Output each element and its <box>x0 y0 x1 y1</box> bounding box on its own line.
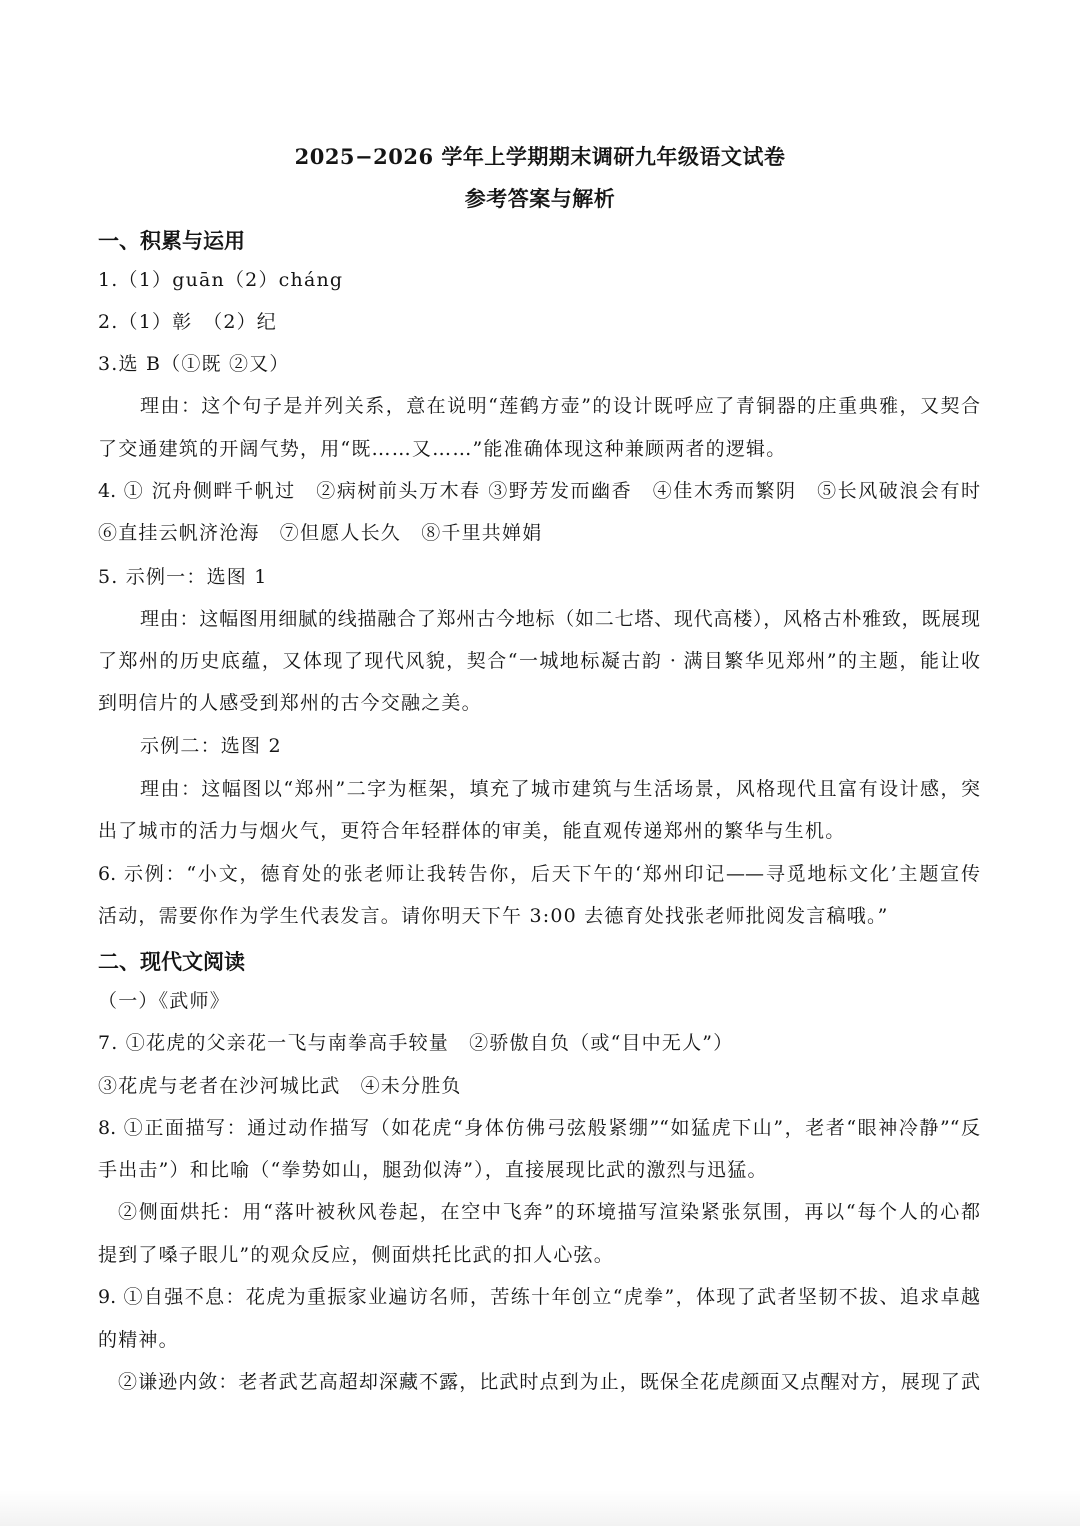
answer-line-9: 理由：这幅图用细腻的线描融合了郑州古今地标（如二七塔、现代高楼），风格古朴雅致，既展现 <box>140 608 980 630</box>
answer-line-24: 9. ①自强不息：花虎为重振家业遍访名师，苦练十年创立“虎拳”，体现了武者坚韧不拔、追求卓越 <box>98 1286 980 1308</box>
answer-line-23: 提到了嗓子眼儿”的观众反应，侧面烘托比武的扣人心弦。 <box>98 1244 614 1266</box>
answer-line-26: ②谦逊内敛：老者武艺高超却深藏不露，比武时点到为止，既保全花虎颜面又点醒对方，展现了武 <box>118 1371 980 1393</box>
answer-line-25: 的精神。 <box>98 1329 179 1351</box>
answer-line-12: 示例二：选图 2 <box>140 735 282 757</box>
answer-line-14: 出了城市的活力与烟火气，更符合年轻群体的审美，能直观传递郑州的繁华与生机。 <box>98 820 846 842</box>
answer-line-18: 7. ①花虎的父亲花一飞与南拳高手较量 ②骄傲自负（或“目中无人”） <box>98 1032 734 1054</box>
answer-line-22: ②侧面烘托：用“落叶被秋风卷起，在空中飞奔”的环境描写渲染紧张氛围，再以“每个人的心都 <box>118 1201 980 1223</box>
answer-line-4: 理由：这个句子是并列关系，意在说明“莲鹤方壶”的设计既呼应了青铜器的庄重典雅，又契合 <box>140 395 980 417</box>
answer-line-17: （一）《武师》 <box>98 990 230 1012</box>
answer-line-5: 了交通建筑的开阔气势，用“既……又……”能准确体现这种兼顾两者的逻辑。 <box>98 438 787 460</box>
answer-line-1: 1.（1）guān（2）cháng <box>98 269 344 291</box>
page-subtitle: 参考答案与解析 <box>464 186 616 211</box>
answer-line-10: 了郑州的历史底蕴，又体现了现代风貌，契合“一城地标凝古韵 · 满目繁华见郑州”的主题，能让收 <box>98 650 980 672</box>
answer-line-19: ③花虎与老者在沙河城比武 ④未分胜负 <box>98 1075 462 1097</box>
answer-line-13: 理由：这幅图以“郑州”二字为框架，填充了城市建筑与生活场景，风格现代且富有设计感，突 <box>140 778 980 800</box>
section-heading-2: 二、现代文阅读 <box>98 949 245 974</box>
answer-line-6: 4. ① 沉舟侧畔千帆过 ②病树前头万木春 ③野芳发而幽香 ④佳木秀而繁阴 ⑤长风破浪会有时 <box>98 480 980 502</box>
page-title: 2025−2026 学年上学期期末调研九年级语文试卷 <box>294 144 786 169</box>
answer-line-16: 活动，需要你作为学生代表发言。请你明天下午 3:00 去德育处找张老师批阅发言稿哦。” <box>98 905 889 927</box>
section-heading-1: 一、积累与运用 <box>98 228 245 253</box>
answer-line-7: ⑥直挂云帆济沧海 ⑦但愿人长久 ⑧千里共婵娟 <box>98 522 543 544</box>
answer-line-11: 到明信片的人感受到郑州的古今交融之美。 <box>98 692 482 714</box>
answer-line-2: 2.（1）彰 （2）纪 <box>98 311 278 333</box>
answer-line-20: 8. ①正面描写：通过动作描写（如花虎“身体仿佛弓弦般紧绷”“如猛虎下山”，老者“眼神冷静”“反 <box>98 1117 980 1139</box>
answer-line-8: 5. 示例一：选图 1 <box>98 566 268 588</box>
answer-line-3: 3.选 B（①既 ②又） <box>98 353 290 375</box>
page-bottom-shadow <box>0 1490 1080 1526</box>
answer-line-21: 手出击”）和比喻（“拳势如山，腿劲似涛”），直接展现比武的激烈与迅猛。 <box>98 1159 768 1181</box>
answer-line-15: 6. 示例：“小文，德育处的张老师让我转告你，后天下午的‘郑州印记——寻觅地标文化’主题宣传 <box>98 863 980 885</box>
